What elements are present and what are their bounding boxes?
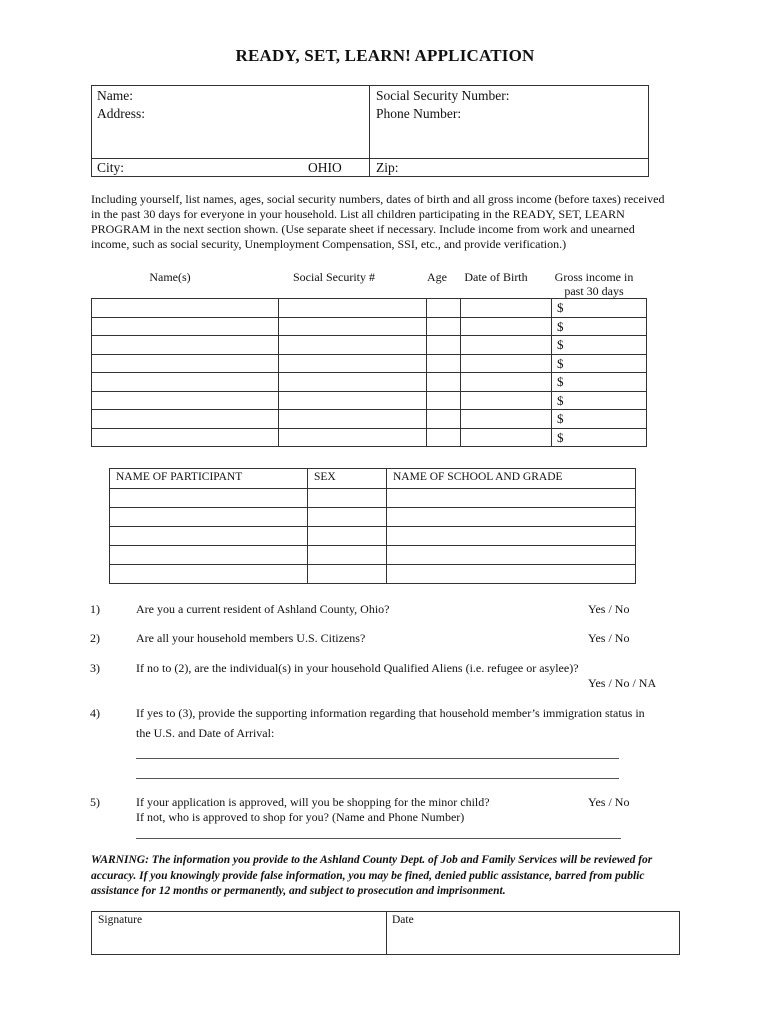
question-2-answer[interactable]: Yes / No [588, 631, 630, 645]
warning-text: WARNING: The information you provide to the Ashland County Dept. of Job and Family Services will be reviewed for accuracy. If you knowingly provide false information, you may be fined, denied public assistance, barred from public assistance for 12 months or permanently, and subject to prosecution and imprisonment. [91, 854, 653, 897]
income-dollar-4[interactable]: $ [557, 356, 564, 371]
state-value: OHIO [308, 160, 342, 175]
name-field[interactable]: Name: [97, 88, 133, 103]
question-4-answer-line-2[interactable] [136, 778, 619, 779]
question-5-text: If your application is approved, will you be shopping for the minor child? [136, 795, 490, 809]
question-3-answer[interactable]: Yes / No / NA [588, 676, 657, 690]
income-dollar-1[interactable]: $ [557, 300, 564, 315]
participant-header-sex: SEX [314, 471, 336, 483]
household-header-income: Gross income in past 30 days [554, 270, 634, 298]
ssn-field[interactable]: Social Security Number: [376, 88, 510, 103]
income-dollar-3[interactable]: $ [557, 337, 564, 352]
household-header-dob: Date of Birth [464, 270, 528, 284]
signature-field[interactable]: Signature [98, 914, 143, 926]
question-5-answer-line[interactable] [136, 838, 621, 839]
participant-header-name: NAME OF PARTICIPANT [116, 471, 243, 483]
income-dollar-5[interactable]: $ [557, 374, 564, 389]
question-4-answer-line-1[interactable] [136, 758, 619, 759]
income-dollar-7[interactable]: $ [557, 411, 564, 426]
question-1-number: 1) [90, 602, 100, 616]
household-header-names: Name(s) [149, 270, 191, 284]
question-3-text: If no to (2), are the individual(s) in your household Qualified Aliens (i.e. refugee or asylee)? [136, 661, 579, 675]
question-5-answer[interactable]: Yes / No [588, 795, 630, 809]
zip-field[interactable]: Zip: [376, 160, 399, 175]
instructions-text: Including yourself, list names, ages, social security numbers, dates of birth and all gross income (before taxes) received in the past 30 days for everyone in your household. List all children participating in the READY, SET, LEARN PROGRAM in the next section shown. (Use separate sheet if necessary. Include income from work and unearned income, such as social security, Unemployment Compensation, SSI, etc., and provide verification.) [91, 192, 665, 251]
household-header-ssn: Social Security # [293, 270, 375, 284]
question-4-text-line2: the U.S. and Date of Arrival: [136, 726, 275, 740]
question-5-text-line2: If not, who is approved to shop for you? (Name and Phone Number) [136, 810, 465, 824]
question-3-number: 3) [90, 661, 100, 675]
date-field[interactable]: Date [392, 914, 414, 926]
phone-field[interactable]: Phone Number: [376, 106, 462, 121]
question-1-text: Are you a current resident of Ashland County, Ohio? [136, 602, 390, 616]
income-dollar-6[interactable]: $ [557, 393, 564, 408]
question-5-number: 5) [90, 795, 100, 809]
question-2-text: Are all your household members U.S. Citizens? [136, 631, 366, 645]
participant-header-school: NAME OF SCHOOL AND GRADE [393, 471, 563, 483]
question-1-answer[interactable]: Yes / No [588, 602, 630, 616]
question-4-text: If yes to (3), provide the supporting information regarding that household member’s immigration status in [136, 706, 645, 720]
question-2-number: 2) [90, 631, 100, 645]
question-4-number: 4) [90, 706, 100, 720]
page-title: READY, SET, LEARN! APPLICATION [235, 46, 535, 65]
applicant-info-box [91, 85, 649, 177]
city-field[interactable]: City: [97, 160, 125, 175]
income-dollar-2[interactable]: $ [557, 319, 564, 334]
income-dollar-8[interactable]: $ [557, 430, 564, 445]
address-field[interactable]: Address: [97, 106, 145, 121]
household-header-age: Age [427, 270, 447, 284]
